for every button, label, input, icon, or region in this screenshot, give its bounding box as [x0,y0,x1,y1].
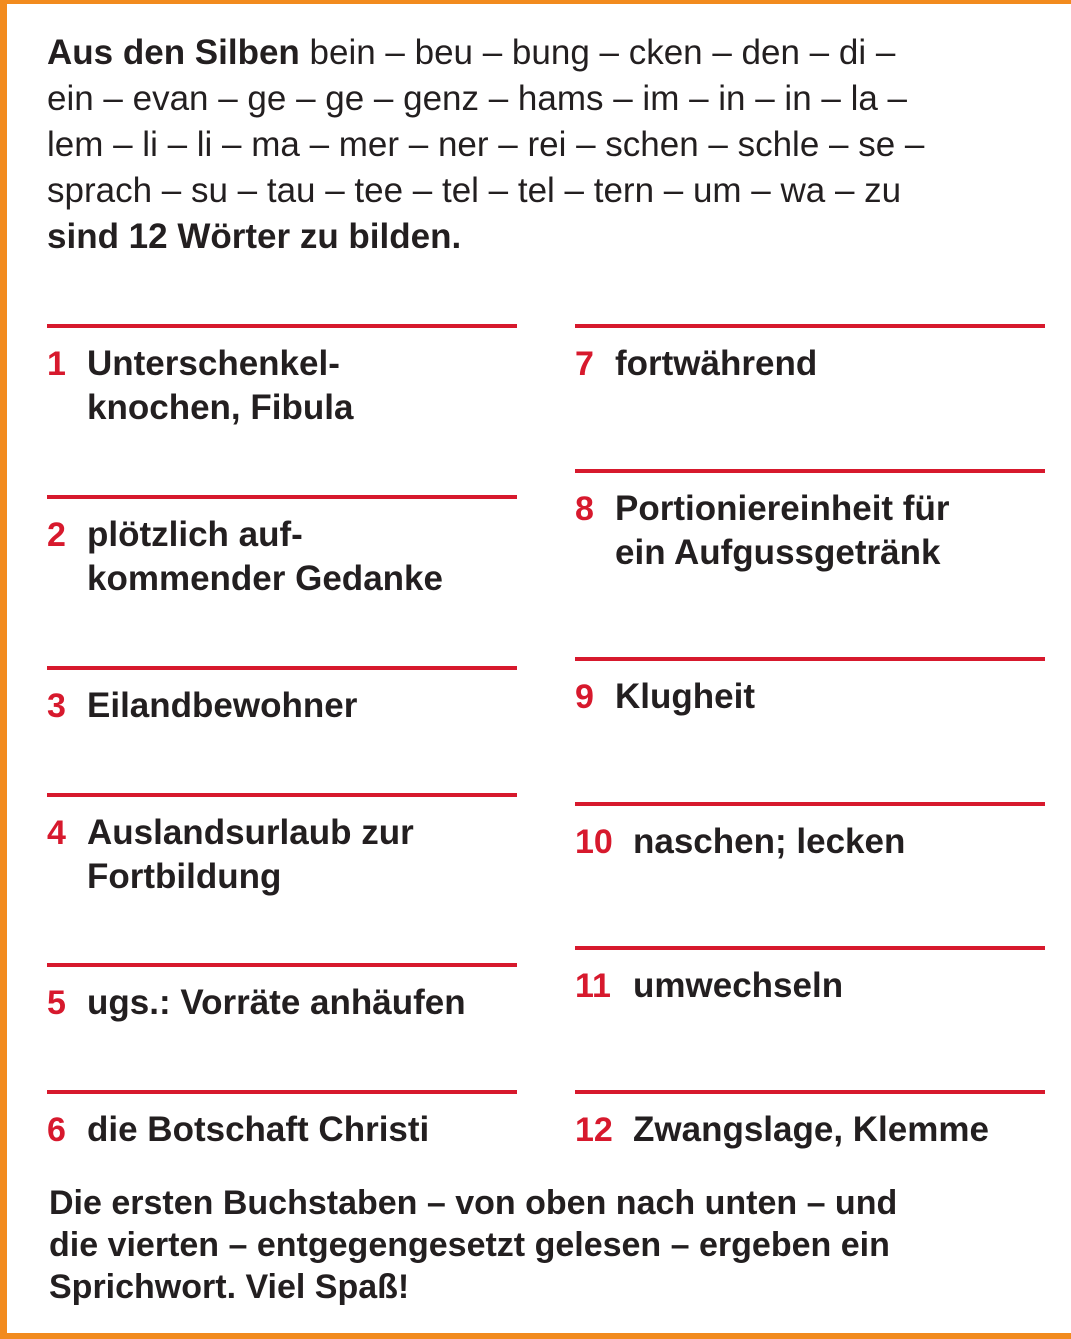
clue-11 [575,946,1045,1008]
clue-text: naschen; lecken [633,822,906,861]
clue-number: 5 [47,984,66,1022]
clue-text: Zwangslage, Klemme [633,1110,989,1149]
clue-text: ugs.: Vorräte anhäufen [87,983,466,1022]
footer-line-3: Sprichwort. Viel Spaß! [49,1268,410,1306]
clue-number: 12 [575,1111,613,1149]
clue-9 [575,657,1045,719]
clue-number: 11 [575,967,611,1005]
clue-12 [575,1090,1045,1152]
clue-number: 9 [575,678,594,716]
clue-text: Klugheit [615,677,755,716]
clue-text: fortwährend [615,344,818,383]
clue-10 [575,802,1045,864]
clue-number: 8 [575,490,594,528]
instructions-footer [49,1182,1049,1308]
clue-number: 2 [47,516,66,554]
intro-line-1 [47,30,1037,76]
intro-closing-text: sind 12 Wörter zu bilden. [47,217,462,256]
clue-text: umwechseln [633,966,844,1005]
clue-text: Auslandsurlaub zur Fortbildung [87,813,414,896]
syllables-line-1: bein – beu – bung – cken – den – di – [299,33,896,72]
clue-number: 7 [575,345,594,383]
syllables-line-3: lem – li – li – ma – mer – ner – rei – schen – schle – se – [47,125,925,164]
clue-4 [47,793,517,899]
clue-number: 4 [47,814,66,852]
clue-7 [575,324,1045,386]
clue-text: die Botschaft Christi [87,1110,430,1149]
clue-5 [47,963,517,1025]
clue-text: plötzlich auf- kommender Gedanke [87,515,443,598]
intro-paragraph [47,30,1037,260]
clue-number: 3 [47,687,66,725]
clue-text: Unterschenkel- knochen, Fibula [87,344,354,427]
footer-line-1: Die ersten Buchstaben – von oben nach unten – und [49,1184,898,1222]
syllables-line-4: sprach – su – tau – tee – tel – tel – tern – um – wa – zu [47,171,902,210]
clue-8 [575,469,1045,575]
clue-number: 6 [47,1111,66,1149]
clue-3 [47,666,517,728]
clue-text: Eilandbewohner [87,686,358,725]
syllables-line-2: ein – evan – ge – ge – genz – hams – im – in – in – la – [47,79,908,118]
clue-number: 10 [575,823,613,861]
clue-1 [47,324,517,430]
clue-2 [47,495,517,601]
clue-6 [47,1090,517,1152]
clue-text: Portioniereinheit für ein Aufgussgetränk [615,489,950,572]
clue-number: 1 [47,345,66,383]
intro-closing [47,214,1037,260]
footer-line-2: die vierten – entgegengesetzt gelesen – ergeben ein [49,1226,890,1264]
intro-lead: Aus den Silben [47,33,300,72]
